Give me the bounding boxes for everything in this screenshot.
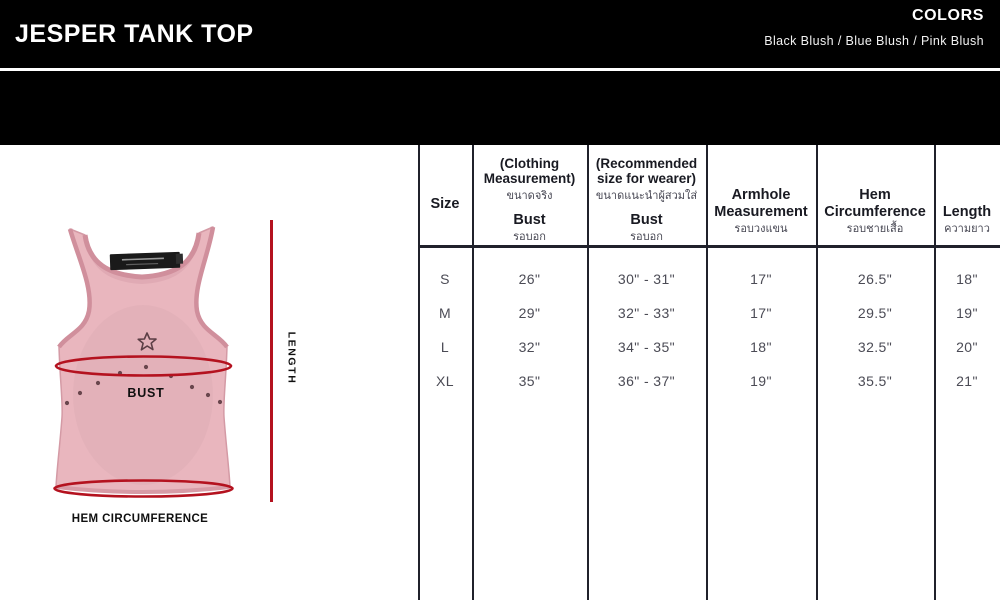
colors-block — [764, 7, 984, 48]
clothing-bust-value: 32" — [518, 339, 541, 355]
tank-top-illustration — [0, 145, 418, 600]
garment-figure — [0, 145, 418, 600]
armhole-value: 17" — [750, 271, 772, 287]
table-row — [418, 330, 1000, 364]
size-value: M — [438, 305, 452, 321]
length-value: 21" — [956, 373, 978, 389]
header-clothing-measurement: (Clothing Measurement) ขนาดจริง Bust รอบอก — [483, 156, 576, 244]
armhole-value: 19" — [750, 373, 772, 389]
clothing-bust-value: 26" — [518, 271, 541, 287]
length-value: 18" — [956, 271, 978, 287]
collar-label — [110, 252, 184, 271]
armhole-value: 17" — [750, 305, 772, 321]
hem-value: 35.5" — [857, 373, 893, 389]
page-title: JESPER TANK TOP — [15, 20, 254, 48]
clothing-bust-value: 35" — [518, 373, 541, 389]
bust-label: BUST — [127, 386, 165, 400]
table-header-row — [418, 145, 1000, 245]
hem-value: 26.5" — [857, 271, 893, 287]
hem-value: 29.5" — [857, 305, 893, 321]
table-row — [418, 296, 1000, 330]
header-size: Size — [430, 195, 460, 212]
header-armhole: Armhole Measurement รอบวงแขน — [714, 187, 808, 235]
wearer-bust-value: 30" - 31" — [617, 271, 676, 287]
length-value: 20" — [956, 339, 978, 355]
hem-label: HEM CIRCUMFERENCE — [71, 513, 209, 525]
top-banner — [0, 0, 1000, 145]
table-body — [418, 247, 1000, 398]
wearer-bust-value: 32" - 33" — [617, 305, 676, 321]
length-value: 19" — [956, 305, 978, 321]
size-chart-table — [418, 145, 1000, 600]
size-value: L — [440, 339, 450, 355]
table-row — [418, 364, 1000, 398]
size-value: S — [440, 271, 450, 287]
armhole-value: 18" — [750, 339, 772, 355]
colors-heading: COLORS — [911, 7, 984, 24]
wearer-bust-value: 34" - 35" — [617, 339, 676, 355]
length-label: LENGTH — [285, 331, 298, 385]
banner-divider — [0, 68, 1000, 71]
size-value: XL — [436, 373, 454, 389]
clothing-bust-value: 29" — [518, 305, 541, 321]
hem-value: 32.5" — [857, 339, 893, 355]
table-row — [418, 262, 1000, 296]
header-recommended-size: (Recommended size for wearer) ขนาดแนะนำผู้สวมใส่ Bust รอบอก — [595, 156, 698, 244]
header-hem: Hem Circumference รอบชายเสื้อ — [824, 187, 926, 235]
header-length: Length ความยาว — [942, 203, 992, 235]
wearer-bust-value: 36" - 37" — [617, 373, 676, 389]
colors-list: Black Blush / Blue Blush / Pink Blush — [764, 34, 984, 48]
